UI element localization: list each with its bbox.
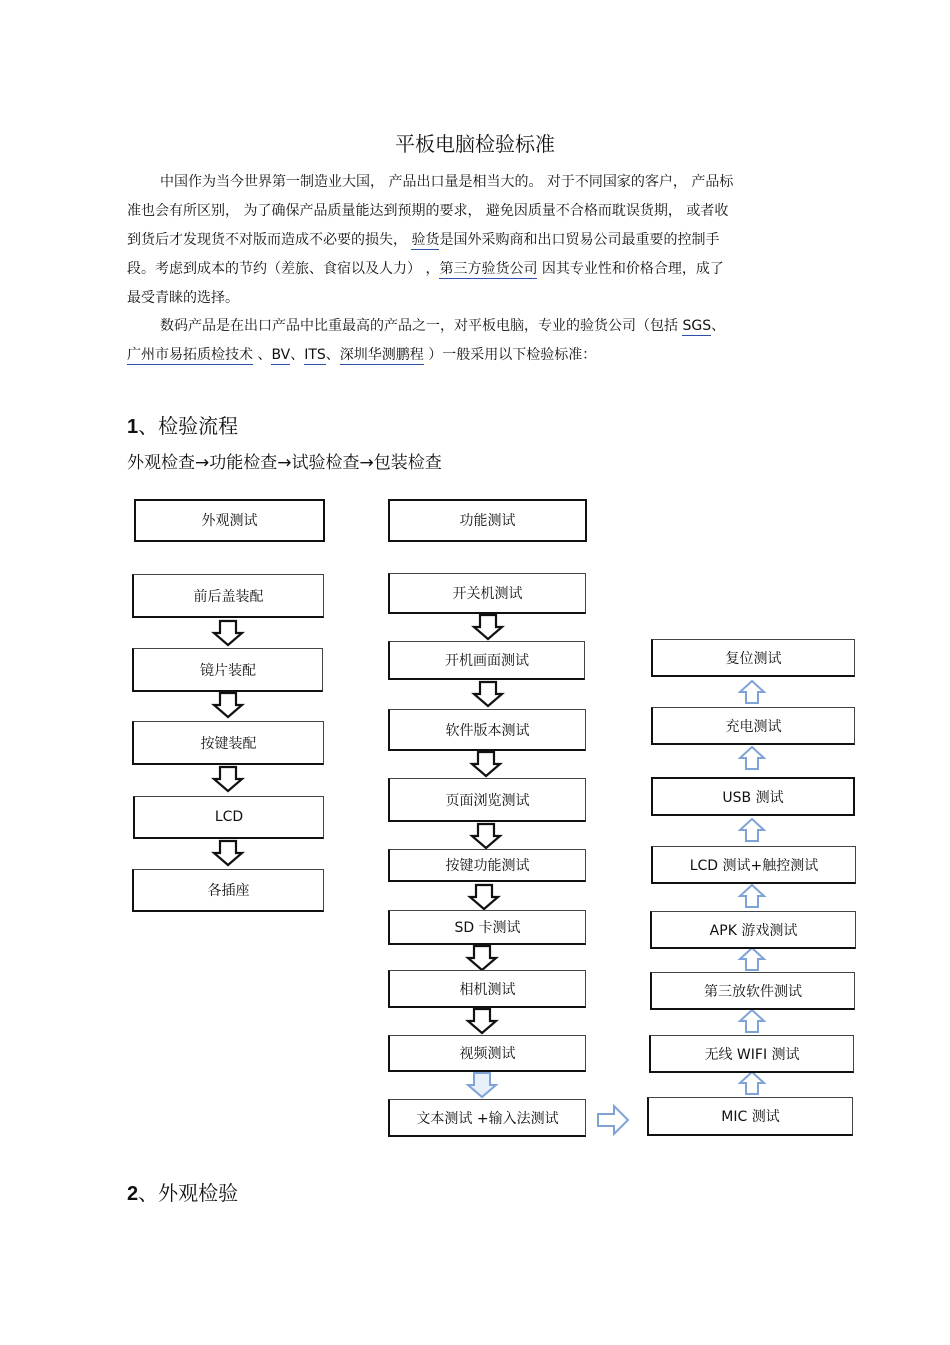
para1-line1: 中国作为当今世界第一制造业大国， 产品出口量是相当大的。 对于不同国家的客户， 产品标 [160,174,734,190]
third-party-link[interactable]: 第三方验货公司 [439,261,538,277]
col2-step: 视频测试 [388,1035,586,1072]
up-arrow-icon [740,681,764,703]
col3-step: 无线 WIFI 测试 [649,1035,854,1073]
para2-line1-text: 数码产品是在出口产品中比重最高的产品之一，对平板电脑，专业的验货公司（包括 [160,318,683,334]
col2-step: 开机画面测试 [388,641,585,680]
down-arrow-icon [474,682,502,706]
down-arrow-icon [468,1009,496,1033]
col2-step: 页面浏览测试 [388,778,586,822]
down-arrow-icon [214,693,242,717]
flow-summary: 外观检查→功能检查→试验检查→包装检查 [127,453,442,473]
col2-header-box: 功能测试 [388,499,587,542]
col3-step: 复位测试 [651,639,855,677]
para2-line2-tail: ）一般采用以下检验标准： [423,347,597,363]
para1-line2: 准也会有所区别， 为了确保产品质量能达到预期的要求， 避免因质量不合格而耽误货期， 或者收 [127,203,729,219]
para2-sep3: 、 [325,347,340,363]
etuo-link[interactable]: 广州市易拓质检技术 [127,347,253,363]
down-arrow-icon [214,841,242,865]
para1-line5: 最受青睐的选择。 [127,290,239,306]
down-arrow-icon [472,824,500,848]
up-arrow-icon [740,885,764,907]
col2-step: 按键功能测试 [388,849,586,882]
para1-line3-tail: 是国外采购商和出口贸易公司最重要的控制手 [439,232,720,248]
inspection-link[interactable]: 验货 [411,232,440,248]
right-arrow-icon [598,1106,628,1134]
col3-step: LCD 测试+触控测试 [651,846,856,884]
para2-sep1: 、 [253,347,272,363]
section1-title: 、检验流程 [138,414,239,438]
up-arrow-icon [740,747,764,769]
bv-link[interactable]: BV [271,347,291,363]
col1-step: 按键装配 [132,721,324,765]
up-arrow-icon [740,1072,764,1094]
col2-step: 开关机测试 [388,573,586,614]
col2-step: 软件版本测试 [388,709,586,751]
up-arrow-icon [740,948,764,970]
section1-number: 1 [127,416,139,438]
section2-heading [127,1177,238,1206]
col1-step: 镜片装配 [132,648,323,692]
down-arrow-icon [474,615,502,639]
down-arrow-icon [214,767,242,791]
down-arrow-icon [214,621,242,645]
col1-step: 前后盖装配 [132,574,324,618]
para1-line4-tail: 因其专业性和价格合理，成了 [537,261,724,277]
para2-sep2: 、 [290,347,305,363]
page-title: 平板电脑检验标准 [395,132,555,156]
col2-step: 文本测试 +输入法测试 [388,1099,586,1137]
para1-line3-text: 到货后才发现货不对版而造成不必要的损失， [127,232,412,248]
col1-step: LCD [133,796,324,839]
down-arrow-icon [468,1073,496,1097]
col3-step: 充电测试 [651,707,855,745]
up-arrow-icon [740,819,764,841]
col3-step: MIC 测试 [647,1097,853,1136]
col3-step: USB 测试 [651,777,855,816]
para1-line4-text: 段。考虑到成本的节约（差旅、食宿以及人力） ， [127,261,440,277]
para2-line1-tail: 、 [711,318,726,334]
col1-step: 各插座 [132,869,324,912]
down-arrow-icon [472,752,500,776]
col2-step: SD 卡测试 [388,910,586,945]
down-arrow-icon [468,946,496,970]
col3-step: APK 游戏测试 [650,911,856,949]
col1-header-box: 外观测试 [134,499,325,542]
its-link[interactable]: ITS [304,347,326,363]
sgs-link[interactable]: SGS [682,318,712,334]
col2-step: 相机测试 [388,970,586,1008]
section2-number: 2 [127,1183,139,1205]
section2-title: 、外观检验 [138,1181,239,1205]
down-arrow-icon [470,885,498,909]
up-arrow-icon [740,1010,764,1032]
cti-link[interactable]: 深圳华测鹏程 [339,347,424,363]
col3-step: 第三放软件测试 [650,972,855,1010]
